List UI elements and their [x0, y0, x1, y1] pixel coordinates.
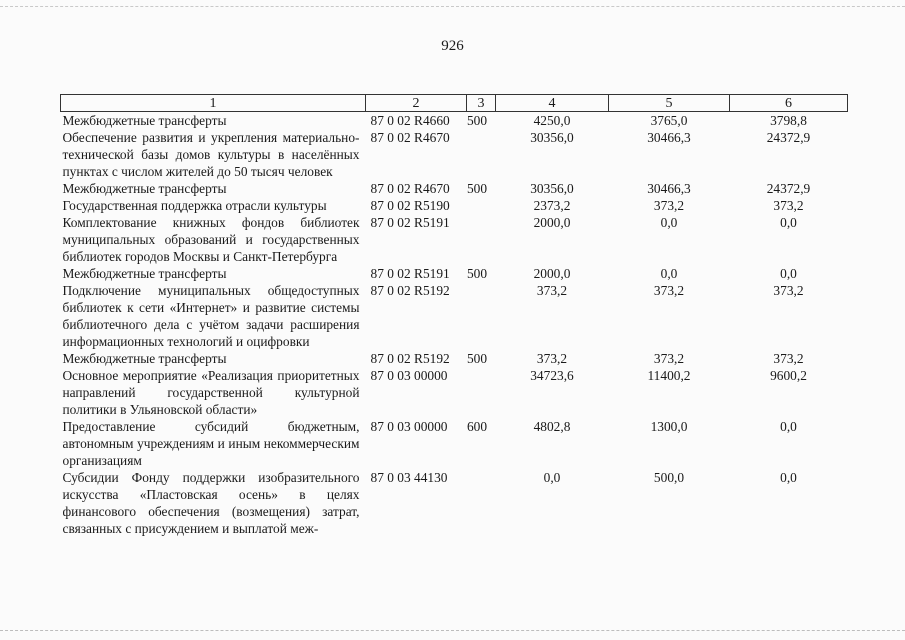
row-value-col4: 4250,0 [533, 113, 571, 128]
table-row [61, 350, 848, 367]
table-row [61, 112, 848, 130]
row-name: Межбюджетные трансферты [62, 351, 227, 366]
table-row [61, 180, 848, 197]
row-expense-type: 500 [466, 351, 488, 366]
table-row [61, 197, 848, 214]
row-code: 87 0 03 44130 [370, 470, 448, 485]
row-value-col4: 2373,2 [533, 198, 571, 213]
row-code: 87 0 02 R5192 [370, 283, 450, 298]
row-value-col4: 0,0 [543, 470, 561, 485]
row-value-col5: 0,0 [660, 266, 678, 281]
header-col-4: 4 [496, 95, 609, 112]
row-value-col6: 373,2 [773, 198, 804, 213]
row-name: Обеспечение развития и укрепления материально-технической базы домов культуры в населённых пунктах с числом жителей до 50 тысяч человек [62, 130, 360, 179]
table-row [61, 418, 848, 469]
row-code: 87 0 02 R5191 [370, 266, 450, 281]
row-value-col4: 30356,0 [530, 130, 574, 145]
row-value-col4: 30356,0 [530, 181, 574, 196]
row-expense-type [467, 129, 496, 180]
row-value-col6: 24372,9 [766, 181, 811, 196]
row-value-col6: 0,0 [780, 470, 797, 485]
row-code: 87 0 02 R5192 [370, 351, 450, 366]
row-code: 87 0 02 R5191 [370, 215, 450, 230]
row-expense-type [467, 282, 496, 350]
row-name: Государственная поддержка отрасли культуры [62, 198, 327, 213]
row-value-col4: 4802,8 [533, 419, 571, 434]
row-value-col6: 0,0 [780, 419, 797, 434]
row-expense-type: 500 [466, 181, 488, 196]
row-value-col5: 1300,0 [650, 419, 688, 434]
row-code: 87 0 03 00000 [370, 419, 448, 434]
header-col-2: 2 [366, 95, 467, 112]
scan-edge-bottom [0, 630, 905, 632]
row-code: 87 0 03 00000 [370, 368, 448, 383]
row-expense-type [467, 214, 496, 265]
row-value-col6: 24372,9 [766, 130, 811, 145]
row-value-col5: 11400,2 [647, 368, 691, 383]
row-value-col4: 2000,0 [533, 266, 571, 281]
row-expense-type [467, 367, 496, 418]
row-value-col6: 3798,8 [770, 113, 807, 128]
row-name: Предоставление субсидий бюджетным, автономным учреждениям и иным некоммерческим организациям [62, 419, 360, 468]
header-col-5: 5 [609, 95, 730, 112]
budget-table [60, 94, 848, 537]
row-code: 87 0 02 R4670 [370, 181, 450, 196]
scan-edge-top [0, 6, 905, 8]
row-value-col4: 373,2 [536, 283, 568, 298]
row-value-col6: 0,0 [780, 266, 797, 281]
row-expense-type [467, 197, 496, 214]
row-name: Межбюджетные трансферты [62, 266, 227, 281]
row-name: Субсидии Фонду поддержки изобразительного искусства «Пластовская осень» в целях финансового обеспечения (возмещения) затрат, связанных с присуждением и выплатой меж- [62, 470, 360, 536]
row-code: 87 0 02 R4660 [370, 113, 450, 128]
table-row [61, 469, 848, 537]
row-value-col4: 373,2 [536, 351, 568, 366]
row-value-col6: 9600,2 [770, 368, 807, 383]
table-header-row [61, 95, 848, 112]
table-row [61, 214, 848, 265]
row-value-col6: 0,0 [780, 215, 797, 230]
row-name: Основное мероприятие «Реализация приоритетных направлений государственной культурной политики в Ульяновской области» [62, 368, 360, 417]
row-code: 87 0 02 R4670 [370, 130, 450, 145]
header-col-6: 6 [730, 95, 848, 112]
header-col-3: 3 [467, 95, 496, 112]
table-row [61, 367, 848, 418]
table-row [61, 282, 848, 350]
row-name: Межбюджетные трансферты [62, 113, 227, 128]
row-value-col6: 373,2 [773, 283, 804, 298]
row-value-col5: 0,0 [660, 215, 678, 230]
row-value-col5: 373,2 [653, 283, 685, 298]
row-value-col5: 3765,0 [650, 113, 688, 128]
row-value-col5: 30466,3 [647, 181, 691, 196]
row-value-col4: 2000,0 [533, 215, 571, 230]
row-expense-type: 500 [466, 113, 488, 128]
row-value-col5: 373,2 [653, 351, 685, 366]
header-col-1: 1 [61, 95, 366, 112]
row-expense-type: 500 [466, 266, 488, 281]
budget-table-container [60, 94, 847, 537]
row-expense-type: 600 [466, 419, 488, 434]
row-name: Межбюджетные трансферты [62, 181, 227, 196]
row-value-col6: 373,2 [773, 351, 804, 366]
row-value-col5: 30466,3 [647, 130, 691, 145]
row-value-col5: 500,0 [653, 470, 685, 485]
table-row [61, 265, 848, 282]
row-name: Подключение муниципальных общедоступных библиотек к сети «Интернет» и развитие системы библиотечного дела с учётом задачи расширения информационных технологий и оцифровки [62, 283, 360, 349]
row-value-col5: 373,2 [653, 198, 685, 213]
row-name: Комплектование книжных фондов библиотек муниципальных образований и государственных библиотек городов Москвы и Санкт-Петербурга [62, 215, 360, 264]
row-code: 87 0 02 R5190 [370, 198, 450, 213]
page-number: 926 [441, 38, 464, 54]
table-row [61, 129, 848, 180]
row-expense-type [467, 469, 496, 537]
row-value-col4: 34723,6 [530, 368, 574, 383]
